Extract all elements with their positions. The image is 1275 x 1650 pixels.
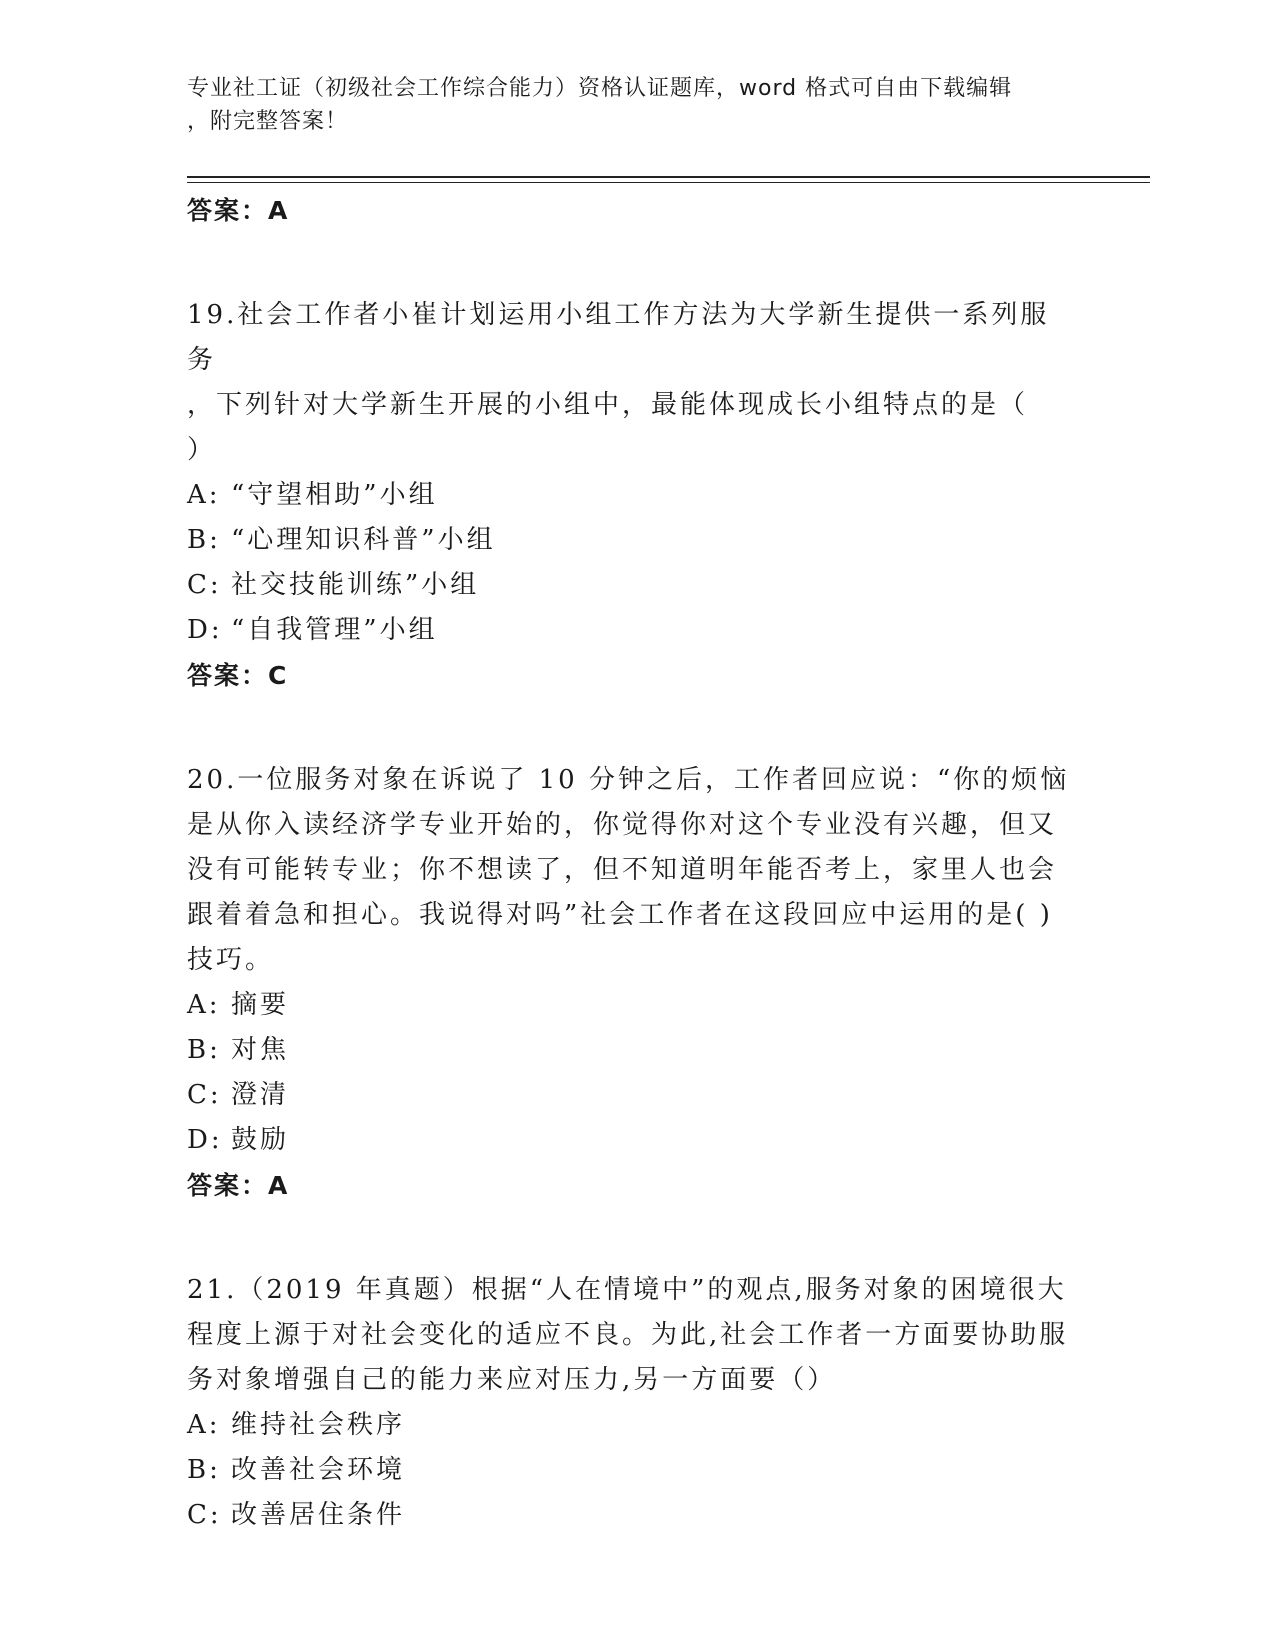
question-line: ，下列针对大学新生开展的小组中，最能体现成长小组特点的是（ — [187, 390, 1029, 420]
option-label: B: — [187, 525, 221, 555]
option-text: 改善社会环境 — [231, 1455, 406, 1485]
option-text: “自我管理”小组 — [231, 615, 438, 645]
option-text: 鼓励 — [231, 1125, 290, 1155]
option-b — [187, 518, 1077, 563]
question-20 — [187, 758, 1077, 1208]
option-label: C: — [187, 570, 222, 600]
question-line: 20.一位服务对象在诉说了 10 分钟之后，工作者回应说：“你的烦恼 — [187, 765, 1070, 795]
option-label: A: — [187, 990, 221, 1020]
question-line: 务对象增强自己的能力来应对压力,另一方面要（） — [187, 1365, 837, 1395]
spacer — [187, 233, 1077, 293]
option-d — [187, 608, 1077, 653]
option-label: D: — [187, 615, 223, 645]
header-rule-thick — [187, 176, 1150, 178]
option-a — [187, 1403, 1077, 1448]
option-text: 摘要 — [231, 990, 290, 1020]
option-text: 澄清 — [231, 1080, 290, 1110]
header-line-2: ，附完整答案！ — [187, 109, 349, 134]
option-d — [187, 1118, 1077, 1163]
option-text: 维持社会秩序 — [231, 1410, 406, 1440]
page-header — [187, 72, 1067, 138]
option-b — [187, 1448, 1077, 1493]
spacer — [187, 698, 1077, 758]
question-line: 技巧。 — [187, 945, 275, 975]
option-a — [187, 473, 1077, 518]
spacer — [187, 1208, 1077, 1268]
question-line: 程度上源于对社会变化的适应不良。为此,社会工作者一方面要协助服 — [187, 1320, 1069, 1350]
header-rule-thin — [187, 182, 1150, 183]
option-label: A: — [187, 480, 221, 510]
option-text: “守望相助”小组 — [231, 480, 438, 510]
option-c — [187, 1073, 1077, 1118]
question-line: ） — [187, 435, 217, 465]
option-text: 改善居住条件 — [231, 1500, 406, 1530]
option-b — [187, 1028, 1077, 1073]
question-text — [187, 1268, 1077, 1403]
option-label: C: — [187, 1080, 222, 1110]
option-a — [187, 983, 1077, 1028]
answer-line: 答案：C — [187, 661, 289, 690]
option-label: B: — [187, 1035, 221, 1065]
option-c — [187, 1493, 1077, 1538]
option-label: A: — [187, 1410, 221, 1440]
document-body — [187, 188, 1077, 1538]
option-text: 社交技能训练”小组 — [231, 570, 480, 600]
question-line: 是从你入读经济学专业开始的，你觉得你对这个专业没有兴趣，但又 — [187, 810, 1058, 840]
question-text — [187, 293, 1077, 473]
question-text — [187, 758, 1077, 983]
option-text: 对焦 — [231, 1035, 290, 1065]
option-text: “心理知识科普”小组 — [231, 525, 496, 555]
question-21 — [187, 1268, 1077, 1538]
question-line: 19.社会工作者小崔计划运用小组工作方法为大学新生提供一系列服务 — [187, 300, 1050, 375]
question-line: 跟着着急和担心。我说得对吗”社会工作者在这段回应中运用的是( ) — [187, 900, 1053, 930]
question-line: 没有可能转专业；你不想读了，但不知道明年能否考上，家里人也会 — [187, 855, 1058, 885]
option-c — [187, 563, 1077, 608]
question-19 — [187, 293, 1077, 698]
answer-line: 答案：A — [187, 1171, 290, 1200]
answer-line: 答案：A — [187, 196, 290, 225]
option-label: B: — [187, 1455, 221, 1485]
question-line: 21.（2019 年真题）根据“人在情境中”的观点,服务对象的困境很大 — [187, 1275, 1067, 1305]
option-label: C: — [187, 1500, 222, 1530]
option-label: D: — [187, 1125, 223, 1155]
header-line-1: 专业社工证（初级社会工作综合能力）资格认证题库，word 格式可自由下载编辑 — [187, 76, 1013, 101]
